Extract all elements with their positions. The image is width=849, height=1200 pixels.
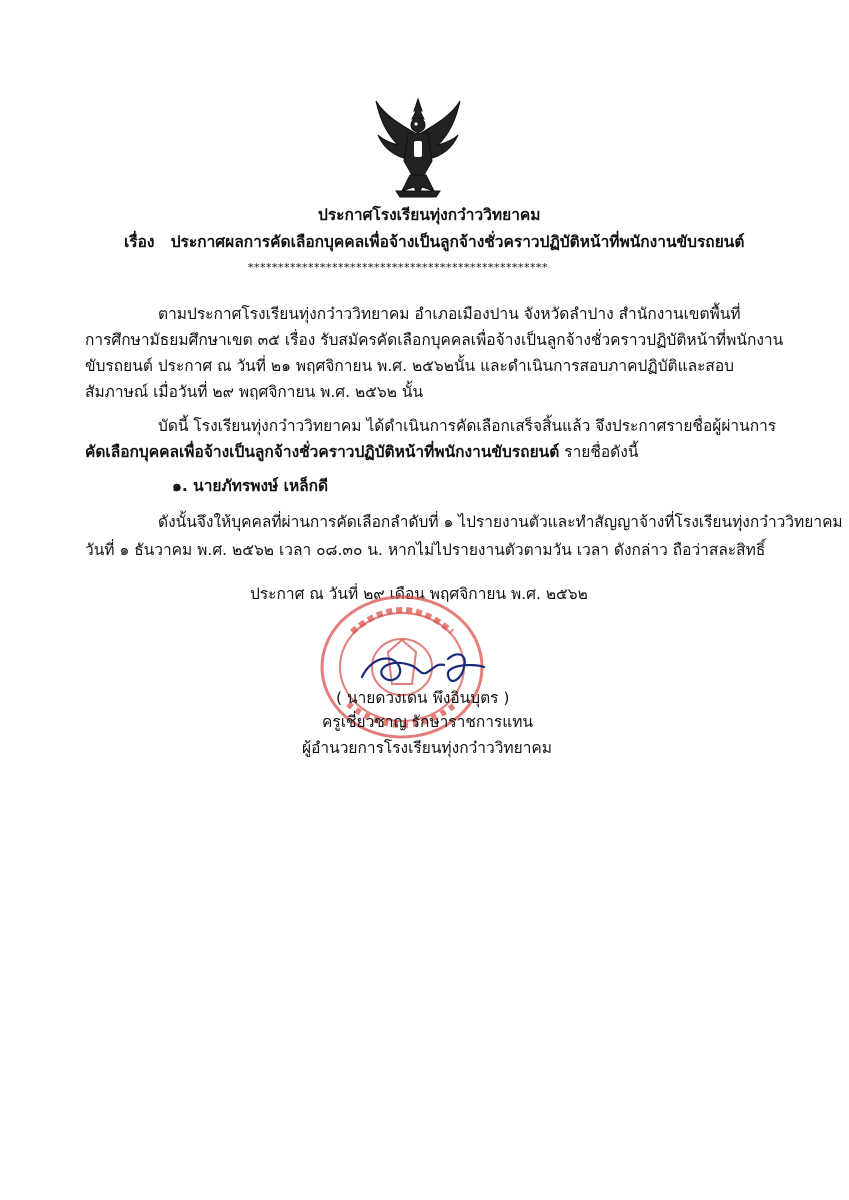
announce-date: ประกาศ ณ วันที่ ๒๙ เดือน พฤศจิกายน พ.ศ. ๒๕๖๒: [250, 585, 588, 603]
star-divider: **************************************************: [248, 261, 548, 274]
document-title: ประกาศโรงเรียนทุ่งกว๋าววิทยาคม: [318, 206, 541, 224]
paragraph-1-line-3: ขับรถยนต์ ประกาศ ณ วันที่ ๒๑ พฤศจิกายน พ.ศ. ๒๕๖๒นั้น และดำเนินการสอบภาคปฏิบัติและสอบ: [85, 357, 735, 375]
signer-position-2: ผู้อำนวยการโรงเรียนทุ่งกว๋าววิทยาคม: [302, 739, 552, 757]
paragraph-3-line-1: ดังนั้นจึงให้บุคคลที่ผ่านการคัดเลือกลำดับที่ ๑ ไปรายงานตัวและทำสัญญาจ้างที่โรงเรียนทุ่งกว๋าววิทยาคม: [158, 513, 843, 531]
subject-text: ประกาศผลการคัดเลือกบุคคลเพื่อจ้างเป็นลูกจ้างชั่วคราวปฏิบัติหน้าที่พนักงานขับรถยนต์: [170, 233, 745, 251]
paragraph-1-line-4: สัมภาษณ์ เมื่อวันที่ ๒๙ พฤศจิกายน พ.ศ. ๒๕๖๒ นั้น: [85, 383, 424, 401]
subject-label: เรื่อง: [124, 233, 155, 251]
paragraph-3-line-2: วันที่ ๑ ธันวาคม พ.ศ. ๒๕๖๒ เวลา ๐๘.๓๐ น. หากไม่ไปรายงานตัวตามวัน เวลา ดังกล่าว ถือว่าสละสิทธิ์: [85, 541, 766, 559]
position-title: คัดเลือกบุคคลเพื่อจ้างเป็นลูกจ้างชั่วคราวปฏิบัติหน้าที่พนักงานขับรถยนต์: [85, 443, 560, 461]
subject-line: [124, 232, 744, 252]
paragraph-2-tail: รายชื่อดังนี้: [559, 443, 639, 461]
garuda-emblem: [372, 95, 464, 199]
paragraph-1-line-2: การศึกษามัธยมศึกษาเขต ๓๕ เรื่อง รับสมัครคัดเลือกบุคคลเพื่อจ้างเป็นลูกจ้างชั่วคราวปฏิบัติหน้าที่พนักงาน: [85, 331, 784, 349]
signer-name: ( นายดวงเดน พึงอินบุตร ): [336, 689, 510, 707]
signer-position-1: ครูเชี่ยวชาญ รักษาราชการแทน: [322, 713, 534, 731]
paragraph-2-line-1: บัดนี้ โรงเรียนทุ่งกว๋าววิทยาคม ได้ดำเนินการคัดเลือกเสร็จสิ้นแล้ว จึงประกาศรายชื่อผู้ผ่านการ: [158, 417, 777, 435]
paragraph-1-line-1: ตามประกาศโรงเรียนทุ่งกว๋าววิทยาคม อำเภอเมืองปาน จังหวัดลำปาง สำนักงานเขตพื้นที่: [158, 305, 741, 323]
paragraph-2-line-2: [85, 442, 638, 462]
candidate-name: ๑. นายภัทรพงษ์ เหล็กดี: [172, 477, 329, 495]
